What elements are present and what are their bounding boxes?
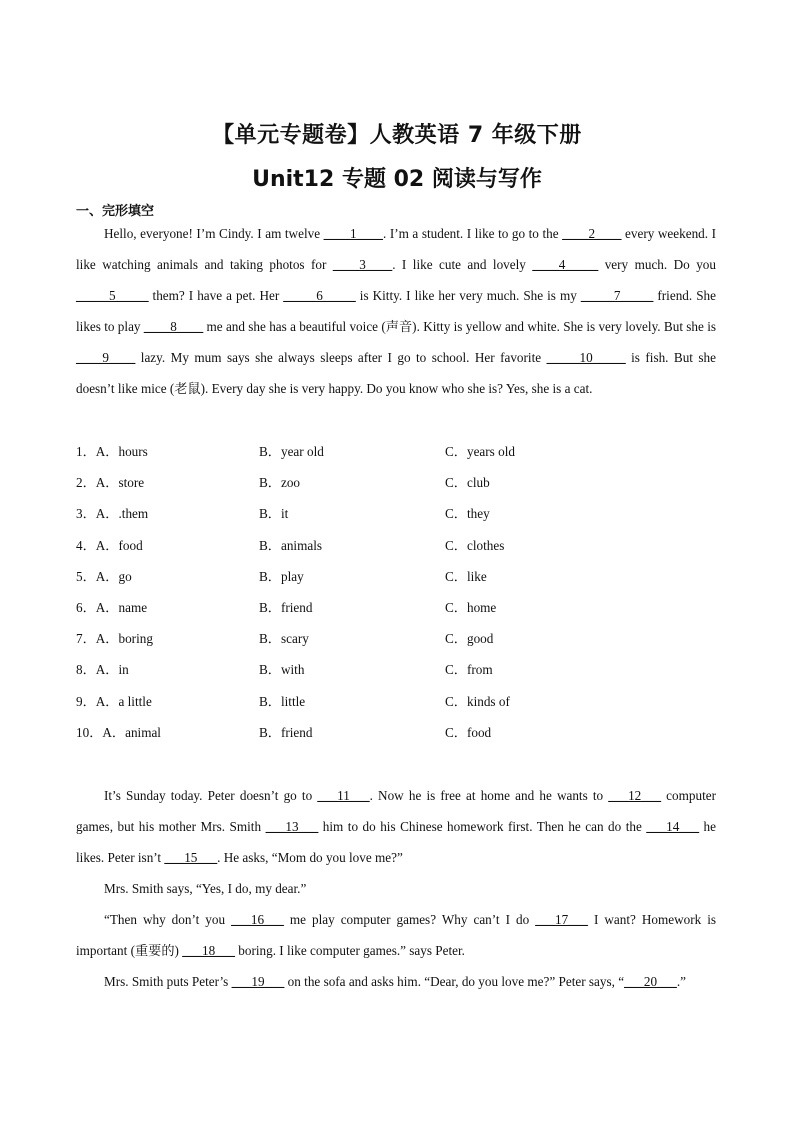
page-title: 【单元专题卷】人教英语 7 年级下册 (212, 123, 582, 148)
passage-text: It’s Sunday today. Peter doesn’t go to (104, 788, 318, 803)
passage-text: . I’m a student. I like to go to the (382, 226, 563, 241)
blank: ___12___ (608, 788, 662, 803)
option-b: B．scary (259, 631, 309, 647)
blank: ___19___ (231, 974, 285, 989)
blank: ____1____ (323, 226, 383, 241)
option-row (76, 592, 716, 623)
blank: ___11___ (317, 788, 370, 803)
option-b: B．friend (259, 599, 313, 615)
option-c: C．they (445, 506, 490, 522)
passage-text: he likes. Peter isn’t (76, 819, 716, 865)
option-b: B．with (259, 662, 305, 678)
option-a: 4．A．food (76, 537, 143, 553)
passage-text: me play computer games? Why can’t I do (283, 912, 536, 927)
blank: ____4_____ (532, 257, 599, 272)
option-a: 8．A．in (76, 662, 129, 678)
option-b: B．it (259, 506, 289, 522)
paragraph (76, 904, 716, 966)
passage-text: on the sofa and asks him. “Dear, do you love me?” Peter says, “ (284, 974, 625, 989)
option-row (76, 436, 716, 467)
passage-text: very much. Do you (598, 257, 716, 272)
passage-text: . I like cute and lovely (392, 257, 533, 272)
passage-text: boring. I like computer games.” says Peter. (234, 943, 465, 958)
paragraph (76, 873, 716, 904)
passage-text: friend. She likes to play (76, 288, 716, 334)
blank: _____10_____ (546, 350, 626, 365)
section-heading: 一、完形填空 (76, 204, 155, 219)
cloze-passage-2 (76, 780, 716, 997)
passage-text: them? I have a pet. Her (148, 288, 284, 303)
passage-text: is Kitty. I like her very much. She is my (355, 288, 581, 303)
option-c: C．food (445, 724, 492, 740)
option-a: 10．A．animal (76, 724, 161, 740)
option-row (76, 717, 716, 748)
blank: ___15___ (164, 850, 218, 865)
passage-text: every weekend. I like watching animals and taking photos for (76, 226, 717, 272)
option-c: C．from (445, 662, 493, 678)
option-row (76, 654, 716, 685)
passage-text: is fish. But she doesn’t like mice (老鼠). Every day she is very happy. Do you know who she is? Yes, she is a cat. (76, 350, 716, 396)
paragraph (76, 780, 716, 873)
option-row (76, 561, 716, 592)
passage-text: him to do his Chinese homework first. Then he can do the (318, 819, 647, 834)
blank: ____2____ (562, 226, 622, 241)
blank: ___16___ (231, 912, 284, 927)
passage-text: “Then why don’t you (104, 912, 232, 927)
option-c: C．club (445, 475, 490, 491)
passage-text: .” (676, 974, 686, 989)
option-row (76, 530, 716, 561)
option-a: 5．A．go (76, 568, 132, 584)
paragraph (76, 966, 716, 997)
passage-text: I want? Homework is important (重要的) (76, 912, 716, 958)
option-row (76, 686, 716, 717)
blank: ___17___ (535, 912, 588, 927)
option-c: C．years old (445, 444, 515, 459)
option-b: B．year old (259, 444, 324, 459)
passage-text: . He asks, “Mom do you love me?” (217, 850, 403, 865)
blank: ___14___ (646, 819, 700, 834)
option-a: 7．A．boring (76, 631, 153, 647)
blank: _____6_____ (283, 288, 356, 303)
option-b: B．play (259, 568, 304, 584)
passage-text: . Now he is free at home and he wants to (369, 788, 609, 803)
passage-text: Mrs. Smith puts Peter’s (104, 974, 232, 989)
blank: ____3____ (332, 257, 393, 272)
option-c: C．kinds of (445, 693, 510, 709)
blank: ___13___ (265, 819, 319, 834)
option-b: B．zoo (259, 475, 301, 491)
blank: ___20___ (624, 974, 677, 989)
blank: _____7_____ (580, 288, 654, 303)
option-c: C．like (445, 568, 487, 584)
option-a: 1．A．hours (76, 444, 148, 459)
option-b: B．friend (259, 724, 313, 740)
blank: _____5_____ (76, 288, 149, 303)
option-c: C．home (445, 599, 497, 615)
option-a: 6．A．name (76, 599, 148, 615)
answer-options (76, 436, 716, 748)
option-a: 9．A．a little (76, 693, 152, 709)
option-c: C．clothes (445, 537, 505, 553)
blank: ____9____ (76, 350, 136, 365)
passage-text: Mrs. Smith says, “Yes, I do, my dear.” (104, 881, 307, 896)
option-row (76, 498, 716, 529)
blank: ___18___ (182, 943, 235, 958)
option-row (76, 467, 716, 498)
option-row (76, 623, 716, 654)
option-c: C．good (445, 631, 494, 647)
option-a: 2．A．store (76, 475, 145, 491)
paragraph (76, 218, 716, 404)
page-subtitle: Unit12 专题 02 阅读与写作 (252, 167, 542, 192)
passage-text: Hello, everyone! I’m Cindy. I am twelve (104, 226, 324, 241)
cloze-passage-1 (76, 218, 716, 404)
passage-text: lazy. My mum says she always sleeps after I go to school. Her favorite (135, 350, 547, 365)
option-a: 3．A．.them (76, 506, 149, 522)
passage-text: me and she has a beautiful voice (声音). Kitty is yellow and white. She is very lovely. But she is (203, 319, 716, 334)
passage-text: computer games, but his mother Mrs. Smith (76, 788, 716, 834)
blank: ____8____ (143, 319, 204, 334)
option-b: B．little (259, 693, 306, 709)
option-b: B．animals (259, 537, 323, 553)
